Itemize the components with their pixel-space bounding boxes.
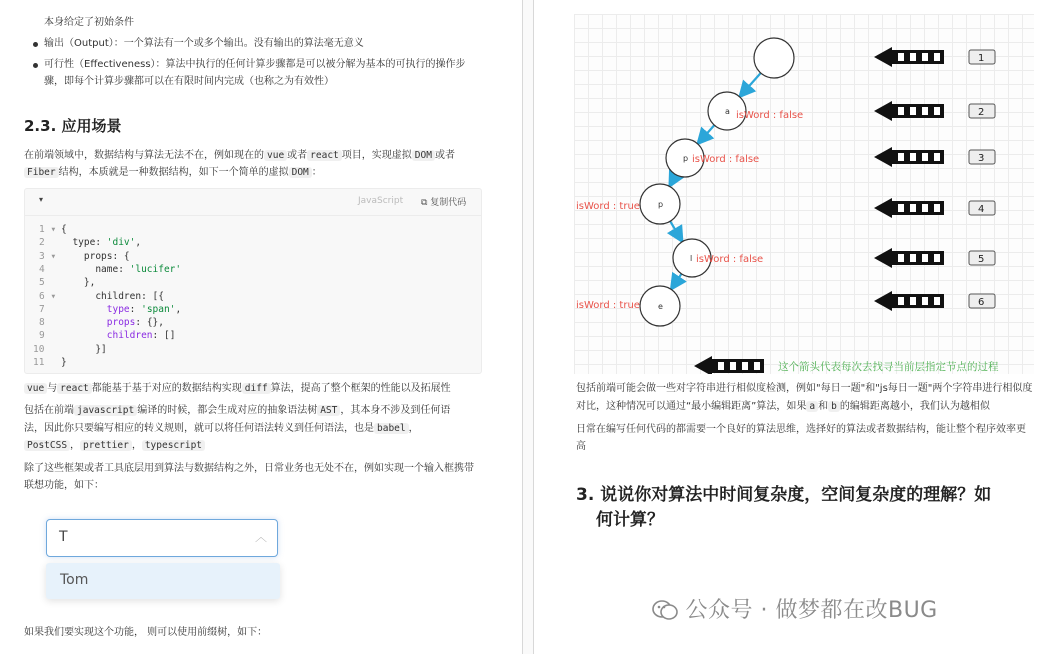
code-line-number: 10 [33,343,45,355]
watermark-text: 公众号 · 做梦都在改BUG [685,598,938,623]
watermark [652,593,938,624]
inline-code: DOM [289,167,312,178]
intro-line: 本身给定了初始条件 [44,17,134,28]
para-thinking-cont: 高 [576,441,586,452]
para-thinking: 日常在编写任何代码的都需要一个良好的算法思维，选择好的算法或者数据结构，能让整个程序效率更 [576,424,1026,435]
para-similarity-cont [576,397,990,417]
block-arrow-stripe [898,153,904,161]
inline-code: javascript [74,405,137,416]
copy-label: 复制代码 [430,198,467,208]
block-arrow-stripe [934,297,940,305]
bullet-dot [33,42,38,47]
level-number: 6 [978,297,985,308]
right-page [534,0,1057,654]
input-value: T [59,529,68,545]
inline-code: a [806,401,818,412]
block-arrow-head [874,101,892,121]
text: ，其本身不涉及到任何语 [340,405,451,416]
text: 或者 [287,150,308,161]
section-heading: 3. 说说你对算法中时间复杂度，空间复杂度的理解？如 [576,485,992,505]
bullet-output: 输出（Output）：一个算法有一个或多个输出。没有输出的算法毫无意义 [44,38,364,49]
text: 和 [818,401,829,412]
legend-arrow-stripe [742,362,748,370]
para-similarity: 包括前端可能会做一些对字符串进行相似度检测，例如"每日一题"和"js每日一题"两个字符串进行相似度 [576,383,1033,394]
block-arrow-stripe [898,204,904,212]
block-arrow-stripe [898,107,904,115]
block-arrow-stripe [898,53,904,61]
trie-diagram [574,14,1034,374]
bullet-effectiveness: 可行性（Effectiveness）：算法中执行的任何计算步骤都是可以被分解为基本的可执行的操作步 [44,59,466,70]
block-arrow-stripe [910,204,916,212]
trie-edge-arrow [672,274,681,288]
code-line-number: 11 [33,357,45,368]
text: 包括在前端 [24,405,74,416]
code-line: { [61,224,67,235]
copy-code-button[interactable] [421,195,466,208]
block-arrow-stripe [934,107,940,115]
inline-code: babel [374,423,409,434]
isword-label: isWord : true [576,300,640,311]
code-line-number: 4 [39,263,45,275]
level-number: 5 [978,254,985,265]
code-line: name: 'lucifer' [61,263,182,275]
block-arrow-head [874,198,892,218]
inline-code: b [828,401,840,412]
para-business: 除了这些框架或者工具底层用到算法与数据结构之外，日常业务也无处不在，例如实现一个输入框携带 [24,463,474,474]
trie-edge-arrow [670,221,681,240]
code-line-number: 3 ▾ [39,250,57,262]
level-number: 4 [978,204,985,215]
isword-label: isWord : false [736,110,804,121]
text: 法，因此你只要编写相应的转义规则，就可以将任何语法转义到任何语法，也是 [24,423,374,434]
block-arrow-stripe [922,153,928,161]
block-arrow-stripe [922,254,928,262]
isword-label: isWord : false [692,154,760,165]
block-arrow-head [874,147,892,167]
block-arrow-stripe [922,204,928,212]
text: ， [408,423,419,434]
code-header [25,189,481,216]
legend-arrow-stripe [754,362,760,370]
autocomplete-demo [42,515,282,615]
block-arrow-stripe [922,297,928,305]
code-language: JavaScript [358,196,404,206]
trie-node [754,38,794,78]
block-arrow-head [874,47,892,67]
block-arrow-stripe [922,107,928,115]
wechat-icon [652,599,678,621]
code-line: children: [{ [61,290,164,302]
block-arrow-stripe [910,297,916,305]
inline-code: AST [317,405,340,416]
code-line-number: 6 ▾ [39,290,57,302]
diagram-caption: 这个箭头代表每次去找寻当前层指定节点的过程 [778,361,999,373]
code-block [24,188,482,374]
code-line-number: 7 [39,303,45,315]
code-line: } [61,357,67,368]
text: 或者 [434,150,455,161]
text: 对比，这种情况可以通过“最小编辑距离”算法，如果 [576,401,807,412]
block-arrow-stripe [910,107,916,115]
code-line-number: 5 [39,277,45,289]
left-page [0,0,522,654]
inline-code: vue [24,383,47,394]
code-line-number: 1 ▾ [39,224,57,235]
page-gutter [522,0,534,654]
inline-code: Fiber [24,167,59,178]
trie-node-char: a [725,107,730,116]
text: 在前端领域中，数据结构与算法无法不在，例如现在的 [24,150,264,161]
block-arrow-stripe [934,53,940,61]
text: 编译的时候，都会生成对应的抽象语法树 [137,405,318,416]
copy-icon: ⧉ [421,198,431,208]
inline-code: prettier [80,440,132,451]
inline-code: PostCSS [24,440,70,451]
block-arrow-stripe [910,153,916,161]
inline-code: vue [264,150,287,161]
suggestion-item[interactable] [46,563,280,599]
para-ast [24,401,450,421]
isword-label: isWord : true [576,201,640,212]
para-ast-tools [24,436,205,456]
block-arrow-head [874,291,892,311]
text: ： [311,167,322,178]
trie-node-char: p [683,154,689,163]
para-business-cont: 联想功能，如下： [24,480,104,491]
legend-arrow-stripe [718,362,724,370]
text: 结构，本质就是一种数据结构，如下一个简单的虚拟 [58,167,289,178]
trie-node-char: e [658,302,663,311]
code-line: type: 'div', [61,237,142,249]
code-line-number: 8 [39,317,45,329]
inline-code: typescript [142,440,205,451]
text: 算法，提高了整个框架的性能以及拓展性 [270,383,451,394]
bullet-effectiveness-cont: 骤，即每个计算步骤都可以在有限时间内完成（也称之为有效性） [44,76,334,87]
code-line: }, [61,277,96,289]
legend-arrow-stripe [730,362,736,370]
suggestion-label: Tom [60,572,89,588]
code-line: props: { [61,250,130,262]
section-heading-cont: 何计算？ [596,510,664,530]
level-number: 3 [978,153,985,164]
inline-code: react [307,150,342,161]
text: 与 [47,383,58,394]
trie-node-char: l [690,254,693,263]
trie-edge-arrow [699,125,714,142]
trie-node-char: p [658,200,664,209]
block-arrow-stripe [898,254,904,262]
block-arrow-stripe [934,254,940,262]
para-trie: 如果我们要实现这个功能， 则可以使用前缀树，如下： [24,627,268,638]
autocomplete-input[interactable] [46,519,278,557]
block-arrow-stripe [910,254,916,262]
text: 的编辑距离越小，我们认为越相似 [839,401,990,412]
para-frontend-cont [24,163,322,183]
block-arrow-stripe [898,297,904,305]
bullet-dot [33,63,38,68]
level-number: 2 [978,107,985,118]
chevron-up-icon[interactable]: ︿ [254,530,267,544]
text: 项目，实现虚拟 [341,150,412,161]
inline-code: diff [242,383,271,394]
code-line-number: 2 [39,237,45,249]
para-diff [24,379,451,399]
legend-arrow-head [694,356,712,374]
block-arrow-head [874,248,892,268]
level-number: 1 [978,53,985,64]
text: ， [131,440,142,451]
code-line-number: 9 [39,330,45,342]
trie-svg [574,14,1034,374]
block-arrow-stripe [934,204,940,212]
text: 都能基于基于对应的数据结构实现 [91,383,242,394]
code-line: type: 'span', [106,303,182,315]
block-arrow-stripe [922,53,928,61]
code-line: children: [] [106,330,176,342]
code-line: }] [61,343,107,355]
text: ， [70,440,81,451]
code-line: props: {}, [106,317,164,329]
block-arrow-stripe [910,53,916,61]
inline-code: DOM [412,150,435,161]
section-title: 2.3. 应用场景 [24,117,122,135]
isword-label: isWord : false [696,254,764,265]
inline-code: react [57,383,92,394]
collapse-icon[interactable]: ▾ [39,195,44,204]
trie-edge-arrow [741,73,761,95]
block-arrow-stripe [934,153,940,161]
trie-edge-arrow [671,175,676,185]
